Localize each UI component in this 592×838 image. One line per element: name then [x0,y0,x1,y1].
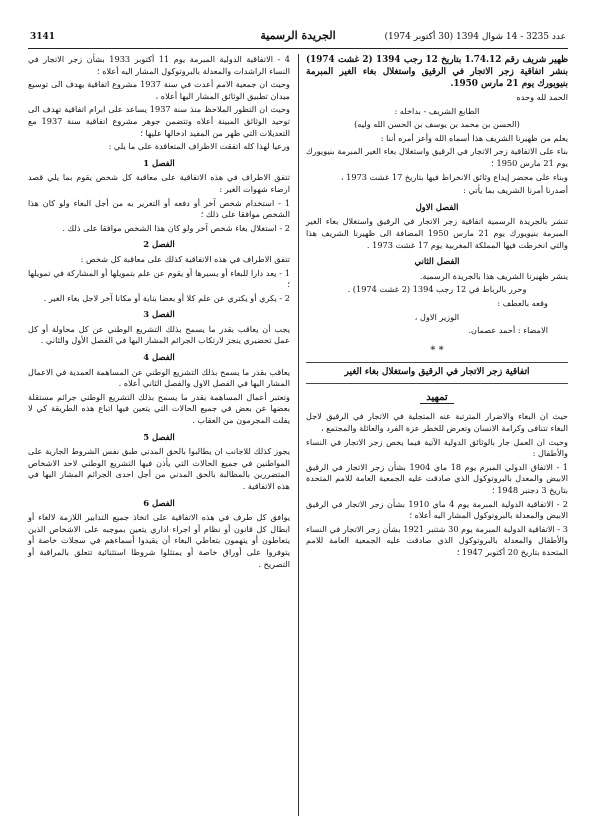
paragraph-agree: ورعيا لهذا كله اتفقت الاطراف المتعاقدة على ما يلي : [108,141,290,152]
convention-title: اتفاقية زجر الاتجار في الرقيق واستغلال بغاء الغير [306,362,568,384]
seal-line: الطابع الشريف - بداخله : [394,105,480,116]
recital-1: بناء على الاتفاقية زجر الاتجار في الرقيق واستغلال بغاء الغير المبرمة بنيويورك يوم 21 مارس 1950 ؛ [306,146,568,168]
chapter-2-heading: الفصل الثاني [414,256,460,267]
recital-2: وبناء على محضر إيداع وثائق الانخراط فيها بتاريخ 17 غشت 1973 ، [340,171,568,182]
gazette-page [28,26,568,816]
article-3-heading: الفصل 3 [143,309,175,320]
intro-heading-text: تمهيد [420,392,453,404]
article-1-item-2: 2 - استغلال بغاء شخص آخر ولو كان هذا الشخص موافقا على ذلك . [62,222,290,233]
paragraph-evolution: وحيث ان التطور الملاحظ منذ سنة 1937 يساعد على ابرام اتفاقية تهدف الى توحيد الوثائق المبينة أعلاه وتتضمن جوهر مشروع اتفاقية سنة 1937 مع التعديلات التي ظهر من المفيد ادخالها عليها ؛ [28,104,290,138]
left-column [28,54,290,816]
article-2-item-1: 1 - يعد دارا للبغاء أو يسيرها أو يقوم عن علم بتمويلها أو المشاركة في تمويلها ؛ [28,267,290,290]
article-5-heading: الفصل 5 [143,431,175,442]
paragraph-1937: وحيث ان جمعية الامم أعدت في سنة 1937 مشروع اتفاقية يهدف الى توسيع ميدان تطبيق الوثائق المشار اليها أعلاه ، [28,79,290,101]
intro-item-1: 1 - الاتفاق الدولي المبرم يوم 18 ماي 1904 بشأن زجر الاتجار في الرقيق الابيض والمعدل بالبروتوكول الذي صادقت عليه الجمعية العامة للامم المتحدة بتاريخ 3 دجنبر 1948 ؛ [306,461,568,496]
decision: أصدرنا أمرنا الشريف بما يأتي : [463,185,568,196]
article-5-text: يجوز كذلك للاجانب ان يطالبوا بالحق المدني طبق نفس الشروط الجارية على المواطنين في جميع الحالات التي يأذن فيها التشريع الوطني لاحد الاشخاص المتضررين بالمطالبة بالحق المدني من أجل احدى الجرائم المشار اليها في هذه الاتفاقية . [28,446,290,491]
issue-info: عدد 3235 - 14 شوال 1394 (30 أكتوبر 1974) [384,32,566,42]
countersign: وقعه بالعطف : [497,297,548,308]
seal-name: (الحسن بن محمد بن يوسف بن الحسن الله وليه) [354,119,520,130]
article-4-heading: الفصل 4 [143,352,175,363]
newspaper-title: الجريدة الرسمية [260,29,336,42]
article-4-text-2: وتعتبر أعمال المساهمة بقدر ما يسمح بذلك التشريع الوطني جرائم مستقلة بعضها عن بعض في جميع الحالات التي يتعين فيها اتباع هذه الطريقة كي لا يفلت المجرمون من العقاب . [28,391,290,426]
chapter-1-heading: الفصل الاول [415,201,459,212]
date-line: وحرر بالرباط في 12 رجب 1394 (2 غشت 1974) . [347,284,527,295]
intro-item-3: 3 - الاتفاقية الدولية المبرمة يوم 30 شتنبر 1921 بشأن زجر الاتجار في النساء والأطفال والمعدلة بالبروتوكول الذي صادقت عليه الجمعية العامة للامم المتحدة بتاريخ 20 أكتوبر 1947 ؛ [306,523,569,557]
article-2-heading: الفصل 2 [143,239,175,250]
article-1-item-1: 1 - استخدام شخص آخر أو دفعه أو التغرير به من أجل البغاء ولو كان هذا الشخص موافقا على ذلك ؛ [28,197,290,220]
article-3-text: يجب أن يعاقب بقدر ما يسمح بذلك التشريع الوطني عن كل محاولة أو كل عمل تحضيري ينجز لارتكاب الجرائم المشار اليها في الفصل الأول والثاني . [28,323,290,346]
praise: الحمد لله وحده [516,92,568,102]
intro-heading [306,392,568,404]
article-4-text-1: يعاقب بقدر ما يسمح بذلك التشريع الوطني عن المساهمة العمدية في الاعمال المشار اليها في الفصل الاول والفصل الثاني أعلاه . [28,366,290,389]
minister-title: الوزير الاول ، [414,311,460,322]
column-divider [298,54,299,816]
intro-item-2: 2 - الاتفاقية الدولية المبرمة يوم 4 ماي 1910 بشأن زجر الاتجار في الرقيق الابيض والمعدلة بالبروتوكول المشار اليه أعلاه ؛ [306,498,568,521]
article-6-heading: الفصل 6 [143,497,175,508]
right-column [306,54,568,816]
separator-stars: * * [430,344,444,356]
decree-title: ظهير شريف رقم 1.74.12 بتاريخ 12 رجب 1394 (2 غشت 1974) بنشر اتفاقية زجر الاتجار في الرقيق واستغلال بغاء الغير المبرمة بنيويورك يوم 21 مارس 1950. [306,55,568,89]
intro-item-4: 4 - الاتفاقية الدولية المبرمة يوم 11 أكتوبر 1933 بشأن زجر الاتجار في النساء الراشدات والمعدلة بالبروتوكول المشار اليه أعلاه ؛ [28,54,290,76]
page-header [28,26,568,49]
page-number: 3141 [30,32,56,42]
chapter-1-text: تنشر بالجريدة الرسمية اتفاقية زجر الاتجار في الرقيق واستغلال بغاء الغير المبرمة بنيويورك يوم 21 مارس 1950 المضافة الى ظهيرنا الشريف هذا والتي انخرطت فيها المملكة المغربية يوم 17 غشت 1973 . [306,216,569,250]
preamble: يعلم من ظهيرنا الشريف هذا أسماه الله وأعز أمره أننا : [380,132,568,143]
intro-paragraph-2: وحيث ان العمل جار بالوثائق الدولية الآتية فيما يخص زجر الاتجار في النساء والأطفال : [306,436,568,459]
chapter-2-text: ينشر ظهيرنا الشريف هذا بالجريدة الرسمية. [419,270,568,281]
minister-signature: الامضاء : أحمد عصمان. [468,325,548,336]
article-1-heading: الفصل 1 [143,157,175,168]
article-2-text: تتفق الاطراف في هذه الاتفاقية كذلك على معاقبة كل شخص : [80,253,290,264]
intro-paragraph-1: حيث ان البغاء والاضرار المترتبة عنه المتجلية في الاتجار في الرقيق لاجل البغاء تتنافى وكرامة الانسان وتعرض للخطر عزة الفرد والعائلة والمجتمع ، [306,411,568,434]
article-6-text: يوافق كل طرف في هذه الاتفاقية على اتخاذ جميع التدابير اللازمة لالغاء أو ابطال كل قانون أو نظام أو اجراء اداري يتعين بموجبه على الاشخاص الذين يتعاطون أو يتهمون بتعاطي البغاء أن يقيدوا أسماءهم في سجلات خاصة أو يتوفروا على أوراق خاصة أو يمتثلوا شروطا استثنائية تتعلق بالمراقبة أو التصريح . [28,512,290,569]
article-1-text: تتفق الاطراف في هذه الاتفاقية على معاقبة كل شخص يقوم بما يلي قصد ارضاء شهوات الغير : [28,172,290,194]
article-2-item-2: 2 - يكري أو يكتري عن علم كلا أو بعضا بناية أو مكانا آخر لاجل بغاء الغير . [43,292,290,303]
